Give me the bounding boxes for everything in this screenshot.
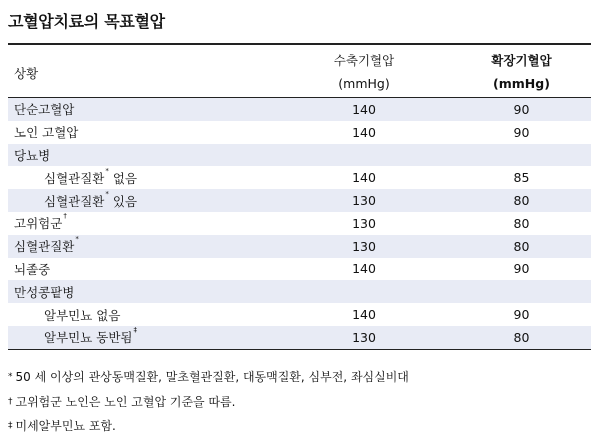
target-bp-table [8, 43, 591, 350]
header-systolic: 수축기혈압 [333, 53, 395, 68]
row-diastolic: 85 [513, 170, 530, 186]
row-systolic: 130 [352, 215, 376, 231]
row-label: 심혈관질환* 있음 [8, 189, 276, 212]
row-systolic [276, 144, 452, 167]
row-label: 심혈관질환* [8, 235, 276, 258]
header-diastolic-unit: (mmHg) [493, 75, 550, 91]
table-row [8, 212, 591, 235]
table-row [8, 326, 591, 349]
table-row [8, 189, 591, 212]
row-systolic: 130 [276, 326, 452, 349]
table-row [8, 280, 591, 303]
row-systolic: 140 [352, 307, 376, 323]
row-label: 알부민뇨 없음 [44, 307, 121, 323]
footnote-mark: † [8, 396, 13, 407]
table-row [8, 98, 591, 121]
row-systolic: 140 [352, 170, 376, 186]
header-situation: 상황 [14, 66, 39, 81]
row-label: 심혈관질환* 없음 [44, 166, 138, 186]
table-row [8, 258, 591, 281]
footnote [8, 419, 409, 444]
table-row [8, 166, 591, 189]
table-row [8, 144, 591, 167]
table-row [8, 235, 591, 258]
row-diastolic: 80 [452, 189, 591, 212]
row-label: 뇌졸중 [14, 261, 51, 277]
row-diastolic [452, 144, 591, 167]
row-systolic: 140 [352, 261, 376, 277]
row-label: 만성콩팥병 [8, 280, 276, 303]
footnotes [8, 370, 409, 444]
row-systolic: 130 [276, 189, 452, 212]
footnote-text: 미세알부민뇨 포함. [15, 419, 116, 433]
row-diastolic: 90 [513, 124, 530, 140]
row-label: 노인 고혈압 [14, 125, 79, 141]
footnote [8, 370, 409, 395]
header-diastolic: 확장기혈압 [491, 53, 552, 68]
footnote-text: 고위험군 노인은 노인 고혈압 기준을 따름. [15, 394, 236, 409]
page-title: 고혈압치료의 목표혈압 [8, 12, 165, 31]
row-systolic: 130 [276, 235, 452, 258]
table-row [8, 121, 591, 144]
row-label: 고위험군† [14, 212, 67, 232]
header-systolic-unit: (mmHg) [338, 75, 390, 91]
row-systolic: 140 [276, 98, 452, 121]
row-diastolic: 80 [452, 235, 591, 258]
row-systolic [276, 280, 452, 303]
row-diastolic: 90 [513, 307, 530, 323]
row-diastolic: 80 [452, 326, 591, 349]
row-label: 당뇨병 [8, 144, 276, 167]
footnote-text: 50 세 이상의 관상동맥질환, 말초혈관질환, 대동맥질환, 심부전, 좌심실비대 [15, 370, 409, 384]
footnote-mark: * [8, 372, 13, 382]
row-label: 알부민뇨 동반됨‡ [8, 326, 276, 349]
row-diastolic: 90 [513, 261, 530, 277]
row-systolic: 140 [352, 124, 376, 140]
footnote [8, 395, 409, 420]
footnote-mark: ‡ [8, 421, 13, 431]
row-diastolic: 80 [513, 215, 530, 231]
row-diastolic: 90 [452, 98, 591, 121]
row-label: 단순고혈압 [8, 98, 276, 121]
row-diastolic [452, 280, 591, 303]
table-row [8, 303, 591, 326]
